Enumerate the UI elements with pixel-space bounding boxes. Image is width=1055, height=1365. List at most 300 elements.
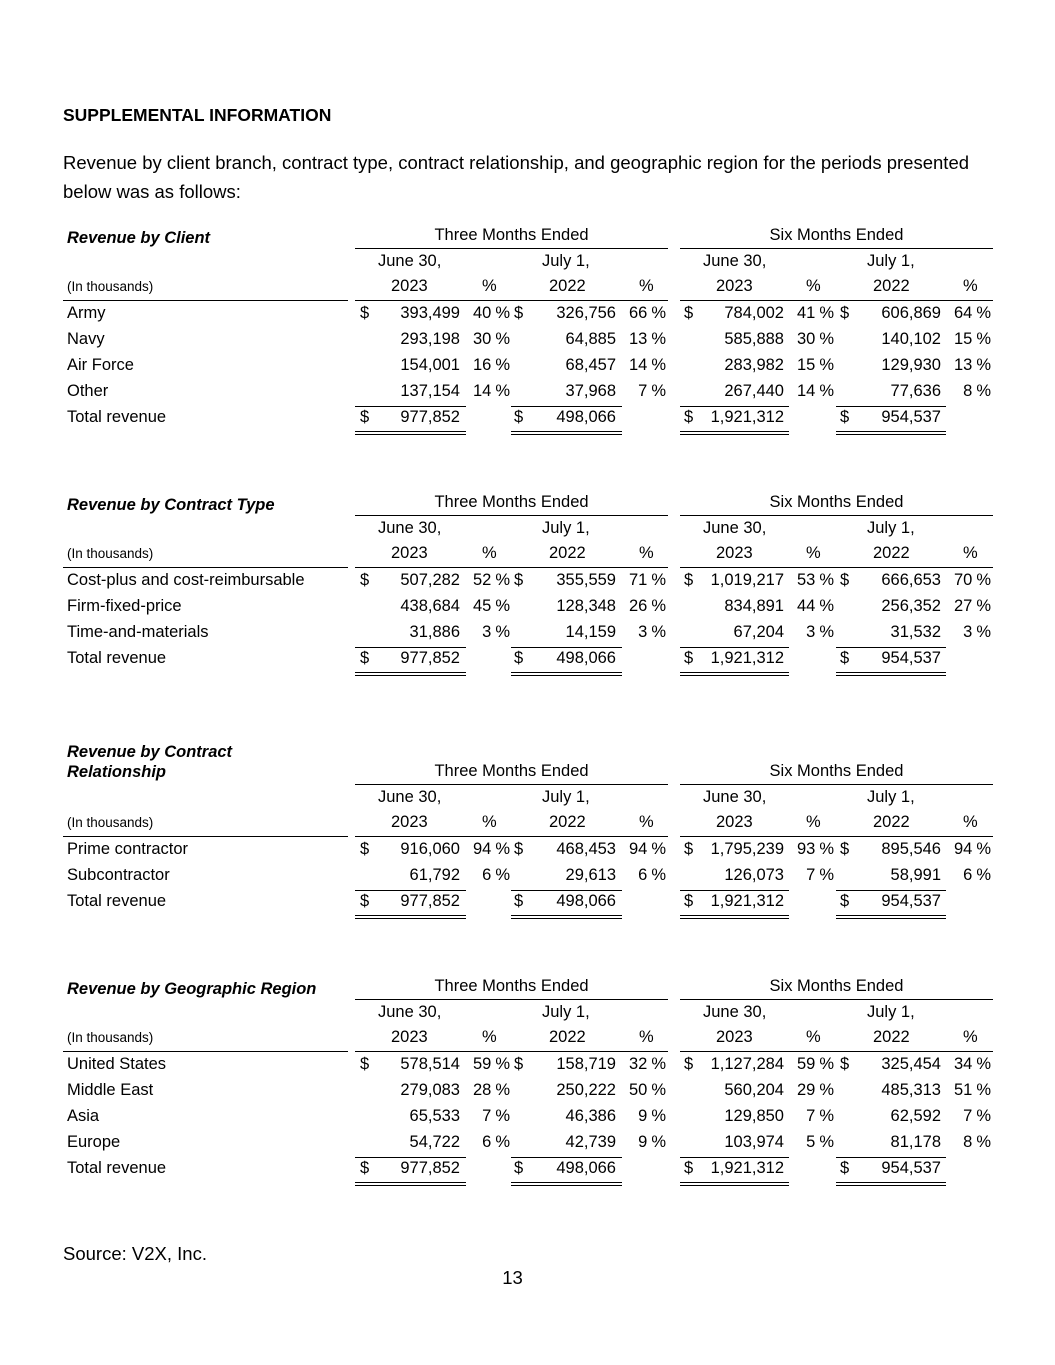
- s2023-value: 1,127,284: [710, 1055, 784, 1073]
- s2023-percent-value: 93: [796, 840, 816, 858]
- total-label: Total revenue: [67, 1159, 167, 1177]
- q2022-value: 250,222: [556, 1081, 616, 1099]
- s2022-value: 325,454: [881, 1055, 941, 1073]
- total-double-rule: [836, 915, 946, 919]
- total-label: Total revenue: [67, 892, 167, 910]
- s2022-percent-value: 27: [953, 597, 973, 615]
- s2023-total-dollar-sign: $: [684, 649, 694, 667]
- q2022-percent-value: 71: [628, 571, 648, 589]
- q2023-percent-sign: %: [495, 304, 510, 322]
- three-months-header: Three Months Ended: [355, 226, 668, 249]
- s2023-percent: [790, 356, 834, 375]
- q2022-percent-value: 94: [628, 840, 648, 858]
- q2023-percent-value: 45: [472, 597, 492, 615]
- s2022-percent-sign: %: [976, 571, 991, 589]
- s2022-date-header: July 1,: [867, 519, 915, 537]
- q2022-percent-value: 26: [628, 597, 648, 615]
- total-double-rule: [511, 672, 622, 676]
- s2022-percent-value: 34: [953, 1055, 973, 1073]
- s2022-total-dollar-sign: $: [840, 1159, 850, 1177]
- page-number: 13: [502, 1267, 523, 1288]
- revenue-table: [0, 979, 1055, 1189]
- q2023-percent-sign: %: [495, 382, 510, 400]
- header-rule: [355, 836, 668, 837]
- q2023-percent: [466, 304, 510, 323]
- subtotal-rule: [836, 647, 946, 648]
- q2022-pct-header: %: [639, 1028, 654, 1046]
- header-rule: [63, 300, 348, 301]
- row-label: Subcontractor: [67, 866, 170, 884]
- q2023-percent: [466, 571, 510, 590]
- q2023-percent-value: 59: [472, 1055, 492, 1073]
- six-months-header: Six Months Ended: [680, 762, 993, 785]
- q2022-pct-header: %: [639, 544, 654, 562]
- table-row: [0, 382, 1055, 408]
- table-row: [0, 356, 1055, 382]
- s2023-year-header: 2023: [716, 1028, 753, 1046]
- s2023-percent-sign: %: [819, 1081, 834, 1099]
- q2023-value: 154,001: [400, 356, 460, 374]
- s2023-value: 834,891: [724, 597, 784, 615]
- q2022-percent-value: 9: [638, 1133, 648, 1151]
- s2022-percent-value: 64: [953, 304, 973, 322]
- s2023-total-dollar-sign: $: [684, 1159, 694, 1177]
- q2023-pct-header: %: [482, 813, 497, 831]
- s2023-percent: [790, 866, 834, 885]
- q2023-dollar-sign: $: [360, 304, 370, 322]
- subtotal-rule: [355, 1157, 466, 1158]
- q2023-dollar-sign: $: [360, 840, 370, 858]
- q2023-value: 916,060: [400, 840, 460, 858]
- q2022-dollar-sign: $: [514, 1055, 524, 1073]
- s2022-pct-header: %: [963, 1028, 978, 1046]
- s2023-percent-sign: %: [819, 866, 834, 884]
- total-double-rule: [680, 431, 789, 435]
- q2022-percent: [622, 571, 666, 590]
- s2023-value: 784,002: [724, 304, 784, 322]
- s2022-percent-sign: %: [976, 623, 991, 641]
- six-months-header: Six Months Ended: [680, 493, 993, 516]
- q2023-percent: [466, 623, 510, 642]
- s2022-year-header: 2022: [873, 1028, 910, 1046]
- s2022-percent: [947, 866, 991, 885]
- s2022-value: 606,869: [881, 304, 941, 322]
- total-label: Total revenue: [67, 408, 167, 426]
- s2022-year-header: 2022: [873, 544, 910, 562]
- total-double-rule: [511, 1182, 622, 1186]
- row-label: Other: [67, 382, 109, 400]
- q2023-percent: [466, 866, 510, 885]
- s2023-percent-value: 7: [806, 866, 816, 884]
- q2023-percent: [466, 330, 510, 349]
- s2023-date-header: June 30,: [703, 788, 767, 806]
- s2022-percent-value: 51: [953, 1081, 973, 1099]
- q2023-value: 279,083: [400, 1081, 460, 1099]
- s2022-percent-sign: %: [976, 330, 991, 348]
- q2023-percent: [466, 1133, 510, 1152]
- revenue-table: [0, 742, 1055, 952]
- s2022-percent: [947, 356, 991, 375]
- units-label: (In thousands): [67, 546, 154, 561]
- s2022-value: 58,991: [890, 866, 941, 884]
- s2023-date-header: June 30,: [703, 519, 767, 537]
- s2023-year-header: 2023: [716, 277, 753, 295]
- q2022-percent: [622, 866, 666, 885]
- q2023-date-header: June 30,: [378, 252, 442, 270]
- s2022-dollar-sign: $: [840, 571, 850, 589]
- s2023-percent-sign: %: [819, 571, 834, 589]
- revenue-table: [0, 228, 1055, 438]
- total-label: Total revenue: [67, 649, 167, 667]
- q2023-year-header: 2023: [391, 1028, 428, 1046]
- s2022-value: 140,102: [881, 330, 941, 348]
- q2022-percent-sign: %: [651, 304, 666, 322]
- q2023-percent-sign: %: [495, 623, 510, 641]
- q2023-total-dollar-sign: $: [360, 408, 370, 426]
- s2022-total-dollar-sign: $: [840, 892, 850, 910]
- q2022-percent-value: 32: [628, 1055, 648, 1073]
- s2023-value: 1,795,239: [710, 840, 784, 858]
- six-months-header: Six Months Ended: [680, 226, 993, 249]
- total-double-rule: [511, 431, 622, 435]
- s2022-value: 62,592: [890, 1107, 941, 1125]
- q2023-percent: [466, 1055, 510, 1074]
- q2022-dollar-sign: $: [514, 840, 524, 858]
- row-label: Navy: [67, 330, 105, 348]
- s2022-percent-sign: %: [976, 866, 991, 884]
- q2023-percent: [466, 1081, 510, 1100]
- s2022-dollar-sign: $: [840, 304, 850, 322]
- q2023-percent-value: 6: [482, 1133, 492, 1151]
- s2023-dollar-sign: $: [684, 304, 694, 322]
- table-row: [0, 1081, 1055, 1107]
- total-double-rule: [836, 672, 946, 676]
- s2023-percent-sign: %: [819, 840, 834, 858]
- header-rule: [680, 300, 993, 301]
- s2023-pct-header: %: [806, 1028, 821, 1046]
- subtotal-rule: [355, 406, 466, 407]
- s2022-percent: [947, 382, 991, 401]
- s2022-percent-sign: %: [976, 304, 991, 322]
- q2023-percent-value: 7: [482, 1107, 492, 1125]
- s2022-percent: [947, 1133, 991, 1152]
- s2022-percent-value: 94: [953, 840, 973, 858]
- table-row: [0, 840, 1055, 866]
- s2022-date-header: July 1,: [867, 252, 915, 270]
- q2023-percent-sign: %: [495, 1107, 510, 1125]
- q2023-value: 393,499: [400, 304, 460, 322]
- row-label: Cost-plus and cost-reimbursable: [67, 571, 305, 589]
- s2023-percent-value: 14: [796, 382, 816, 400]
- s2022-value: 666,653: [881, 571, 941, 589]
- s2022-value: 485,313: [881, 1081, 941, 1099]
- s2023-percent: [790, 1107, 834, 1126]
- s2022-percent-value: 15: [953, 330, 973, 348]
- q2023-pct-header: %: [482, 544, 497, 562]
- q2023-value: 61,792: [409, 866, 460, 884]
- table-row: [0, 1107, 1055, 1133]
- q2022-dollar-sign: $: [514, 304, 524, 322]
- q2023-percent: [466, 356, 510, 375]
- row-label: United States: [67, 1055, 167, 1073]
- q2022-percent: [622, 597, 666, 616]
- q2022-total-dollar-sign: $: [514, 892, 524, 910]
- q2022-value: 42,739: [565, 1133, 616, 1151]
- table-title: Revenue by Contract Type: [67, 496, 275, 514]
- revenue-table: [0, 495, 1055, 705]
- q2023-value: 31,886: [409, 623, 460, 641]
- q2022-percent-value: 13: [628, 330, 648, 348]
- q2023-percent-value: 3: [482, 623, 492, 641]
- q2023-percent-value: 30: [472, 330, 492, 348]
- s2022-percent: [947, 1107, 991, 1126]
- q2022-total-dollar-sign: $: [514, 408, 524, 426]
- q2023-value: 293,198: [400, 330, 460, 348]
- s2023-percent-value: 53: [796, 571, 816, 589]
- q2023-percent-value: 52: [472, 571, 492, 589]
- s2022-dollar-sign: $: [840, 1055, 850, 1073]
- s2023-percent-value: 15: [796, 356, 816, 374]
- q2023-pct-header: %: [482, 1028, 497, 1046]
- s2023-percent-value: 30: [796, 330, 816, 348]
- s2022-percent-sign: %: [976, 1107, 991, 1125]
- s2023-percent-sign: %: [819, 382, 834, 400]
- s2023-value: 67,204: [733, 623, 784, 641]
- subtotal-rule: [680, 890, 789, 891]
- q2023-percent-value: 94: [472, 840, 492, 858]
- q2022-percent-value: 14: [628, 356, 648, 374]
- q2022-dollar-sign: $: [514, 571, 524, 589]
- q2023-total-value: 977,852: [400, 1159, 460, 1177]
- q2022-percent-sign: %: [651, 623, 666, 641]
- s2022-value: 256,352: [881, 597, 941, 615]
- s2023-percent-value: 59: [796, 1055, 816, 1073]
- q2023-year-header: 2023: [391, 544, 428, 562]
- q2022-percent: [622, 356, 666, 375]
- table-title: Revenue by Client: [67, 229, 211, 247]
- row-label: Air Force: [67, 356, 134, 374]
- q2022-value: 64,885: [565, 330, 616, 348]
- s2023-total-value: 1,921,312: [710, 892, 784, 910]
- s2022-total-value: 954,537: [881, 1159, 941, 1177]
- s2023-percent: [790, 840, 834, 859]
- q2023-percent: [466, 1107, 510, 1126]
- three-months-header: Three Months Ended: [355, 977, 668, 1000]
- q2022-percent-sign: %: [651, 1081, 666, 1099]
- total-double-rule: [355, 915, 466, 919]
- q2022-total-value: 498,066: [556, 649, 616, 667]
- q2022-percent: [622, 330, 666, 349]
- q2022-value: 128,348: [556, 597, 616, 615]
- s2023-percent-sign: %: [819, 330, 834, 348]
- q2022-percent-sign: %: [651, 330, 666, 348]
- s2022-value: 77,636: [890, 382, 941, 400]
- q2022-total-dollar-sign: $: [514, 1159, 524, 1177]
- s2022-percent-value: 7: [963, 1107, 973, 1125]
- header-rule: [63, 1051, 348, 1052]
- q2022-value: 326,756: [556, 304, 616, 322]
- s2023-percent: [790, 304, 834, 323]
- s2023-percent: [790, 597, 834, 616]
- s2023-percent: [790, 623, 834, 642]
- s2022-percent-value: 8: [963, 382, 973, 400]
- q2023-year-header: 2023: [391, 277, 428, 295]
- header-rule: [355, 567, 668, 568]
- q2022-total-value: 498,066: [556, 408, 616, 426]
- q2023-percent: [466, 840, 510, 859]
- q2022-date-header: July 1,: [542, 788, 590, 806]
- s2023-percent-value: 44: [796, 597, 816, 615]
- row-label: Army: [67, 304, 106, 322]
- s2023-percent-sign: %: [819, 304, 834, 322]
- q2023-value: 578,514: [400, 1055, 460, 1073]
- s2022-percent: [947, 1081, 991, 1100]
- q2023-year-header: 2023: [391, 813, 428, 831]
- table-row: [0, 866, 1055, 892]
- q2023-percent-value: 14: [472, 382, 492, 400]
- q2022-percent: [622, 623, 666, 642]
- s2023-percent-sign: %: [819, 1107, 834, 1125]
- s2023-percent-value: 3: [806, 623, 816, 641]
- s2022-value: 129,930: [881, 356, 941, 374]
- s2023-total-dollar-sign: $: [684, 892, 694, 910]
- q2023-value: 438,684: [400, 597, 460, 615]
- q2022-date-header: July 1,: [542, 519, 590, 537]
- q2022-percent-sign: %: [651, 840, 666, 858]
- q2022-year-header: 2022: [549, 544, 586, 562]
- s2022-total-dollar-sign: $: [840, 408, 850, 426]
- s2022-dollar-sign: $: [840, 840, 850, 858]
- q2022-percent-sign: %: [651, 597, 666, 615]
- s2022-total-value: 954,537: [881, 892, 941, 910]
- row-label: Prime contractor: [67, 840, 189, 858]
- s2022-value: 895,546: [881, 840, 941, 858]
- s2023-value: 103,974: [724, 1133, 784, 1151]
- q2022-pct-header: %: [639, 813, 654, 831]
- s2023-value: 560,204: [724, 1081, 784, 1099]
- q2022-percent-value: 6: [638, 866, 648, 884]
- section-title: SUPPLEMENTAL INFORMATION: [63, 105, 332, 125]
- q2022-total-value: 498,066: [556, 1159, 616, 1177]
- header-rule: [680, 836, 993, 837]
- q2023-percent-value: 6: [482, 866, 492, 884]
- row-label: Europe: [67, 1133, 121, 1151]
- s2023-dollar-sign: $: [684, 1055, 694, 1073]
- q2022-pct-header: %: [639, 277, 654, 295]
- s2023-percent-value: 41: [796, 304, 816, 322]
- s2022-value: 31,532: [890, 623, 941, 641]
- s2023-percent: [790, 1133, 834, 1152]
- s2022-percent-sign: %: [976, 356, 991, 374]
- q2022-date-header: July 1,: [542, 252, 590, 270]
- total-double-rule: [680, 915, 789, 919]
- s2023-total-value: 1,921,312: [710, 1159, 784, 1177]
- s2022-percent: [947, 597, 991, 616]
- total-double-rule: [836, 431, 946, 435]
- header-rule: [680, 1051, 993, 1052]
- s2023-year-header: 2023: [716, 544, 753, 562]
- q2022-total-dollar-sign: $: [514, 649, 524, 667]
- s2022-value: 81,178: [890, 1133, 941, 1151]
- q2022-value: 14,159: [565, 623, 616, 641]
- s2022-pct-header: %: [963, 813, 978, 831]
- q2022-total-value: 498,066: [556, 892, 616, 910]
- s2022-year-header: 2022: [873, 813, 910, 831]
- q2022-value: 29,613: [565, 866, 616, 884]
- q2023-value: 54,722: [409, 1133, 460, 1151]
- s2022-percent: [947, 304, 991, 323]
- s2022-percent-value: 13: [953, 356, 973, 374]
- s2022-percent: [947, 1055, 991, 1074]
- table-row: [0, 571, 1055, 597]
- s2022-date-header: July 1,: [867, 788, 915, 806]
- subtotal-rule: [355, 647, 466, 648]
- s2023-total-value: 1,921,312: [710, 649, 784, 667]
- s2023-value: 267,440: [724, 382, 784, 400]
- s2023-value: 283,982: [724, 356, 784, 374]
- s2023-percent-sign: %: [819, 1055, 834, 1073]
- s2023-value: 585,888: [724, 330, 784, 348]
- s2023-percent: [790, 571, 834, 590]
- q2022-date-header: July 1,: [542, 1003, 590, 1021]
- table-row: [0, 1055, 1055, 1081]
- q2023-date-header: June 30,: [378, 788, 442, 806]
- q2022-percent-sign: %: [651, 1055, 666, 1073]
- s2022-percent-sign: %: [976, 597, 991, 615]
- s2022-pct-header: %: [963, 544, 978, 562]
- q2023-percent: [466, 382, 510, 401]
- q2022-percent-value: 66: [628, 304, 648, 322]
- s2023-percent-value: 29: [796, 1081, 816, 1099]
- q2022-year-header: 2022: [549, 813, 586, 831]
- q2022-value: 355,559: [556, 571, 616, 589]
- q2022-percent: [622, 1107, 666, 1126]
- s2022-percent-sign: %: [976, 382, 991, 400]
- table-row: [0, 597, 1055, 623]
- q2022-value: 46,386: [565, 1107, 616, 1125]
- q2023-total-dollar-sign: $: [360, 892, 370, 910]
- q2023-percent-sign: %: [495, 1133, 510, 1151]
- row-label: Middle East: [67, 1081, 154, 1099]
- s2023-dollar-sign: $: [684, 571, 694, 589]
- table-title: Revenue by Geographic Region: [67, 980, 317, 998]
- q2023-date-header: June 30,: [378, 1003, 442, 1021]
- q2022-percent-value: 50: [628, 1081, 648, 1099]
- q2023-date-header: June 30,: [378, 519, 442, 537]
- units-label: (In thousands): [67, 815, 154, 830]
- subtotal-rule: [680, 647, 789, 648]
- header-rule: [680, 567, 993, 568]
- q2023-percent-sign: %: [495, 1081, 510, 1099]
- s2022-pct-header: %: [963, 277, 978, 295]
- subtotal-rule: [511, 1157, 622, 1158]
- q2023-percent-value: 16: [472, 356, 492, 374]
- s2022-percent-sign: %: [976, 1055, 991, 1073]
- subtotal-rule: [511, 890, 622, 891]
- subtotal-rule: [836, 890, 946, 891]
- s2023-date-header: June 30,: [703, 1003, 767, 1021]
- s2023-percent: [790, 330, 834, 349]
- q2022-value: 68,457: [565, 356, 616, 374]
- table-row: [0, 330, 1055, 356]
- q2023-percent-value: 28: [472, 1081, 492, 1099]
- total-double-rule: [836, 1182, 946, 1186]
- subtotal-rule: [355, 890, 466, 891]
- s2023-total-dollar-sign: $: [684, 408, 694, 426]
- s2022-percent-sign: %: [976, 1081, 991, 1099]
- s2023-total-value: 1,921,312: [710, 408, 784, 426]
- s2023-value: 1,019,217: [710, 571, 784, 589]
